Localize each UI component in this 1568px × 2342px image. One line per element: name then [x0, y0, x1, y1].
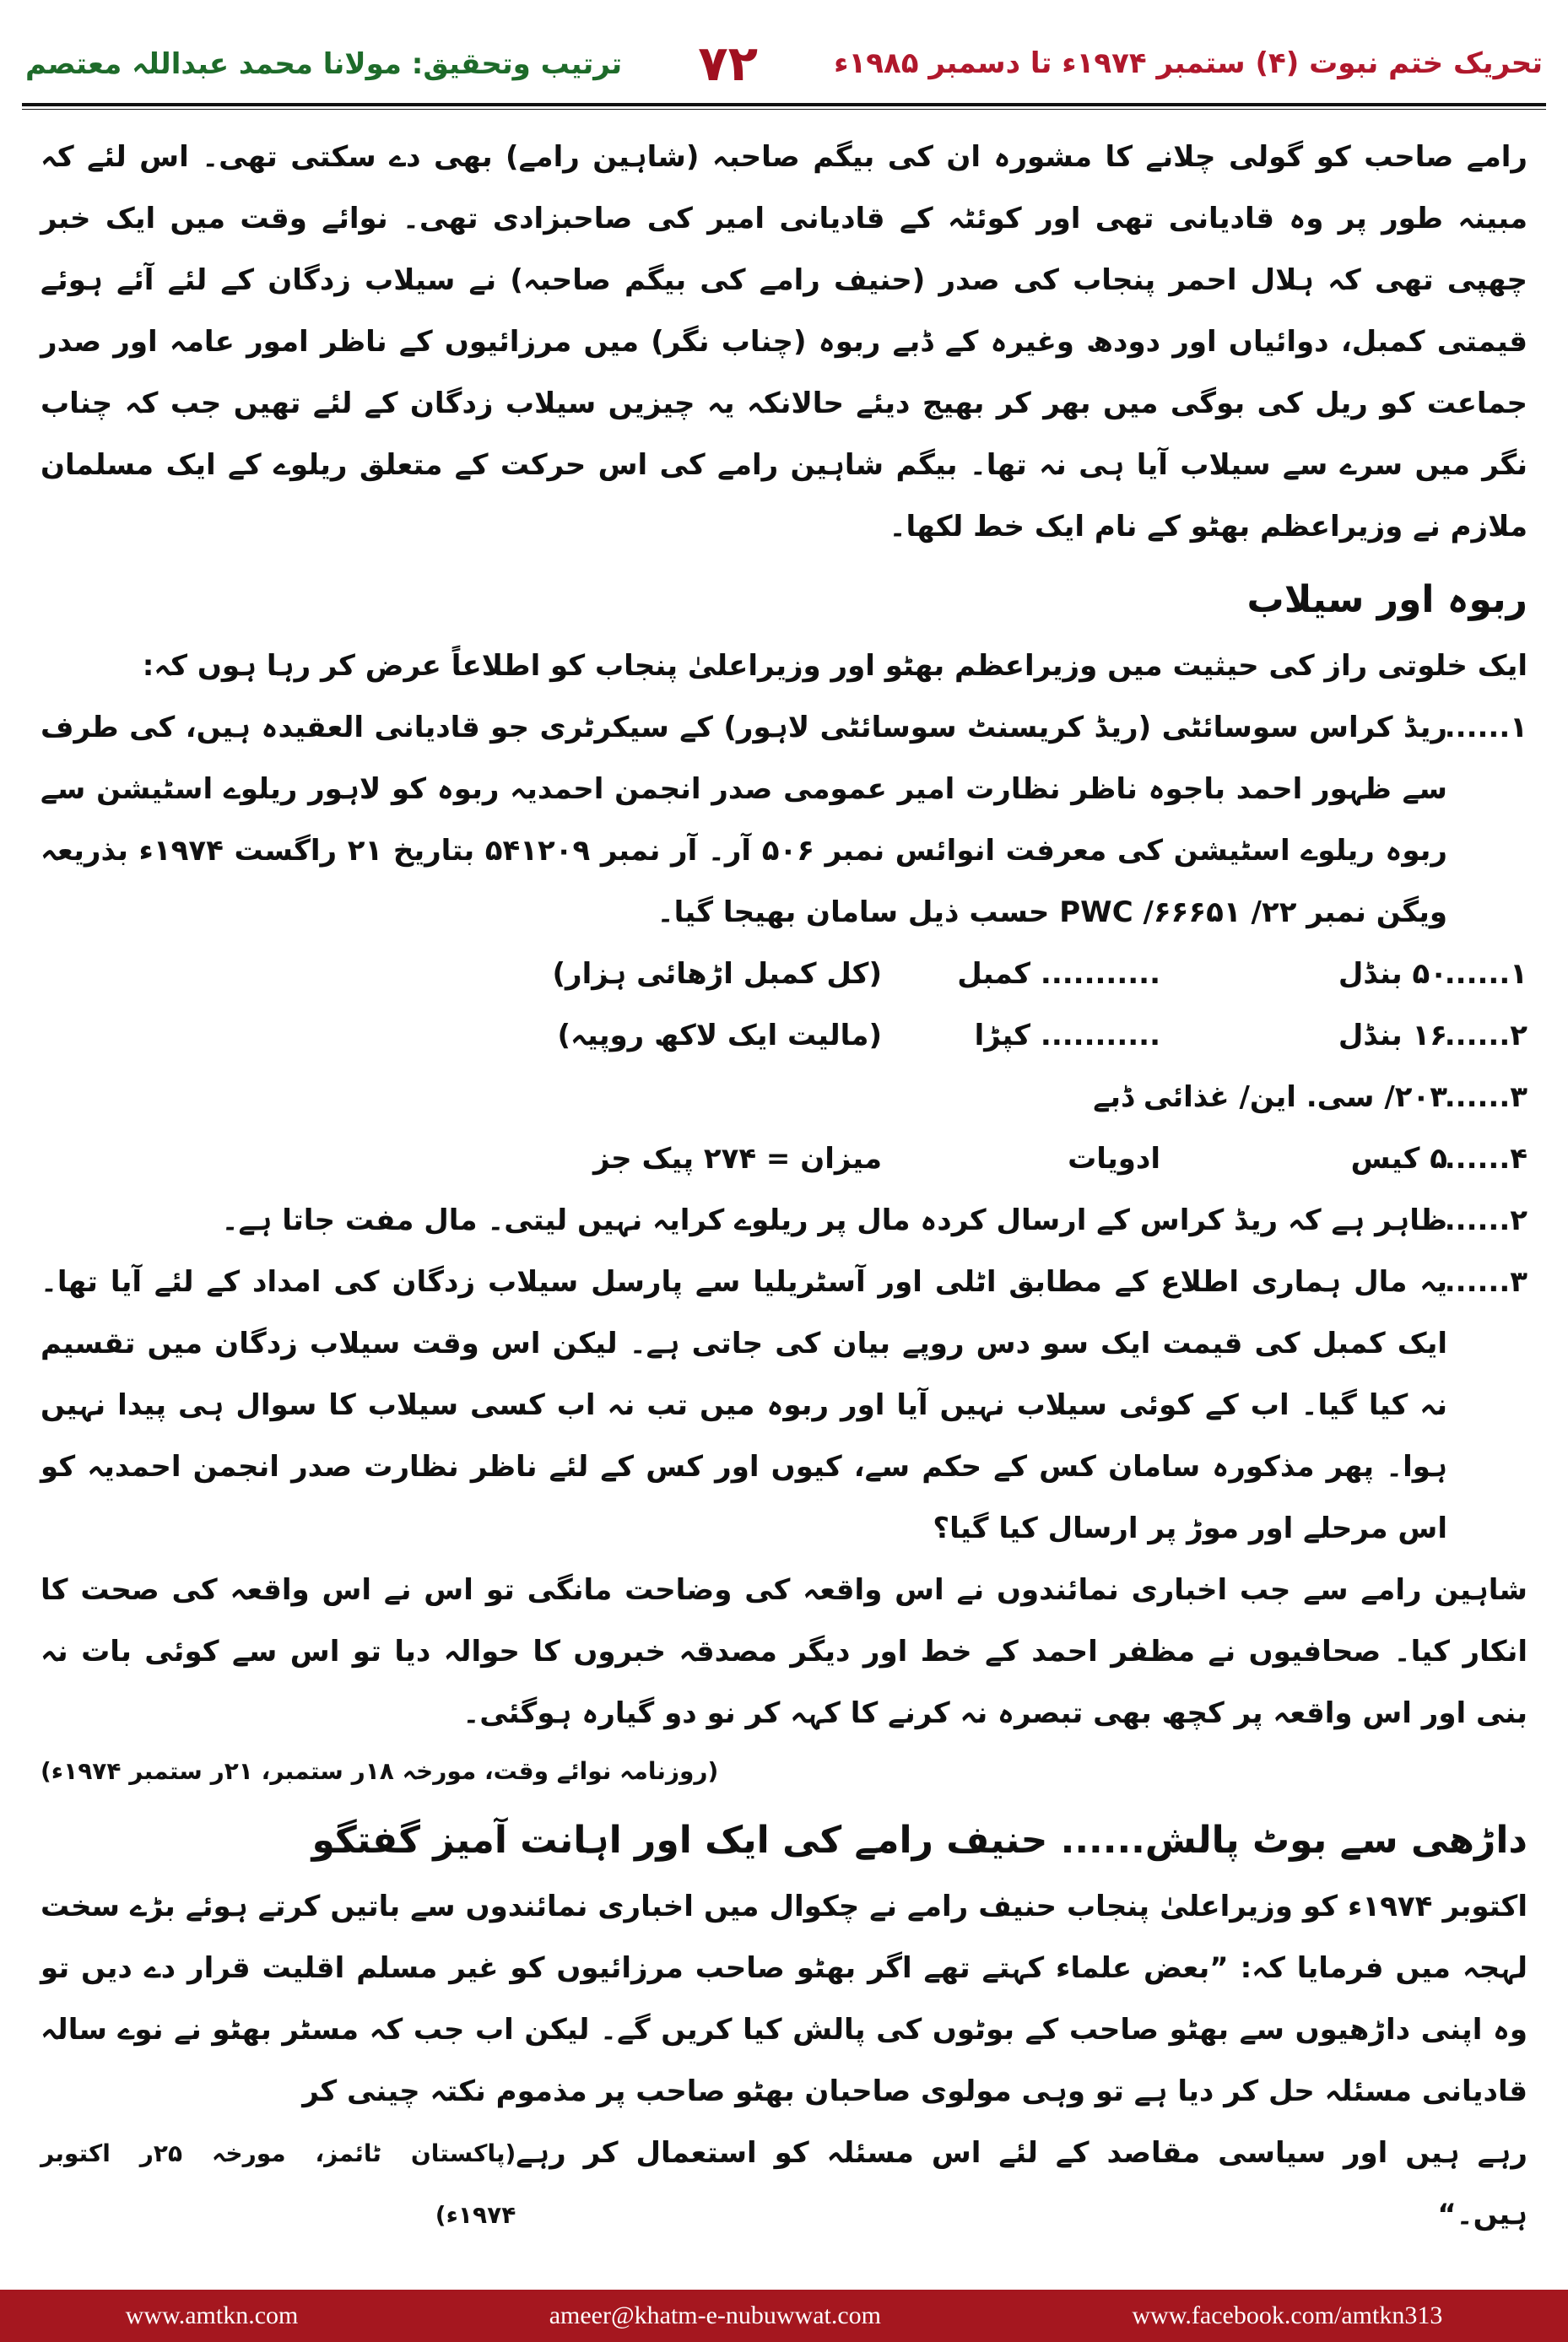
letter-item-2 [41, 1190, 1527, 1252]
goods-note: (مالیت ایک لاکھ روپیہ) [557, 1019, 882, 1052]
footer-website-link[interactable]: www.amtkn.com [125, 2301, 299, 2329]
letter-opening: ایک خلوتی راز کی حیثیت میں وزیراعظم بھٹو اور وزیراعلیٰ پنجاب کو اطلاعاً عرض کر رہا ہوں کہ: [142, 649, 1527, 683]
goods-name: ........... کپڑا [974, 1019, 1160, 1052]
goods-note: میزان = ۲۷۴ پیک جز [593, 1142, 882, 1176]
page-content [41, 127, 1527, 2231]
goods-quantity: ۵ کیس [1350, 1142, 1447, 1176]
goods-quantity: ۲۰۳/ سی. این/ غذائی ڈبے [1093, 1080, 1447, 1114]
source-citation: (پاکستان ٹائمز، مورخہ ۲۵ر اکتوبر ۱۹۷۴ء) [41, 2139, 516, 2229]
goods-row [41, 944, 1527, 1005]
item-number: ۳...... [1444, 1265, 1527, 1299]
section-heading-beard-polish: داڑھی سے بوٹ پالش...... حنیف رامے کی ایک اور اہانت آمیز گفتگو [311, 1819, 1527, 1862]
intro-paragraph: رامے صاحب کو گولی چلانے کا مشورہ ان کی بیگم صاحبہ (شاہین رامے) بھی دے سکتی تھی۔ اس لئے کہ مبینہ طور پر وہ قادیانی تھی اور کوئٹہ کے قادیانی امیر کی صاحبزادی تھی۔ نوائے وقت میں ایک خبر چھپی تھی کہ ہلال احمر پنجاب کی صدر (حنیف رامے کی بیگم صاحبہ) نے سیلاب زدگان کے لئے آئے ہوئے قیمتی کمبل، دوائیاں اور دودھ وغیرہ کے ڈبے ربوہ (چناب نگر) میں مرزائیوں کے ناظر امور عامہ اور صدر جماعت کو ریل کی بوگی میں بھر کر بھیج دیئے حالانکہ یہ چیزیں سیلاب زدگان کے لئے تھیں جب کہ چناب نگر میں سرے سے سیلاب آیا ہی نہ تھا۔ بیگم شاہین رامے کی اس حرکت کے متعلق ریلوے کے ایک مسلمان ملازم نے وزیراعظم بھٹو کے نام ایک خط لکھا۔ [41, 140, 1527, 544]
item-text: ظاہر ہے کہ ریڈ کراس کے ارسال کردہ مال پر ریلوے کرایہ نہیں لیتی۔ مال مفت جاتا ہے۔ [221, 1203, 1447, 1237]
goods-quantity: ۱۶ بنڈل [1338, 1019, 1447, 1052]
page-header [25, 25, 1543, 101]
goods-number: ۴...... [1444, 1142, 1527, 1176]
quote-last-line: رہے ہیں اور سیاسی مقاصد کے لئے اس مسئلہ کو استعمال کر رہے ہیں۔“ [516, 2136, 1527, 2231]
goods-number: ۲...... [1444, 1019, 1527, 1052]
item-text: یہ مال ہماری اطلاع کے مطابق اٹلی اور آسٹریلیا سے پارسل سیلاب زدگان کی امداد کے لئے آیا تھا۔ ایک کمبل کی قیمت ایک سو دس روپے بیان کی جاتی ہے۔ لیکن اس وقت سیلاب زدگان میں تقسیم نہ کیا گیا۔ اب کے کوئی سیلاب نہیں آیا اور ربوہ میں تب نہ اب کسی سیلاب کا سوال ہی پیدا نہیں ہوا۔ پھر مذکورہ سامان کس کے حکم سے، کیوں اور کس کے لئے ناظر نظارت صدر انجمن احمدیہ کو اس مرحلے اور موڑ پر ارسال کیا گیا؟ [41, 1265, 1447, 1545]
item-number: ۱...... [1444, 711, 1527, 744]
source-citation: (روزنامہ نوائے وقت، مورخہ ۱۸ر ستمبر، ۲۱ر ستمبر ۱۹۷۴ء) [41, 1757, 719, 1785]
goods-number: ۳...... [1444, 1080, 1527, 1114]
page-footer [0, 2290, 1568, 2342]
closing-paragraph: شاہین رامے سے جب اخباری نمائندوں نے اس واقعہ کی وضاحت مانگی تو اس نے اس واقعہ کی صحت کا انکار کیا۔ صحافیوں نے مظفر احمد کے خط اور دیگر مصدقہ خبروں کا حوالہ دیا تو اس سے کوئی بات نہ بنی اور اس واقعہ پر کچھ بھی تبصرہ نہ کرنے کا کہہ کر نو دو گیارہ ہوگئی۔ [41, 1573, 1527, 1730]
quote-ending-line [41, 2123, 1527, 2246]
header-rule [22, 103, 1546, 106]
letter-item-3 [41, 1252, 1527, 1560]
footer-email-link[interactable]: ameer@khatm-e-nubuwwat.com [549, 2301, 882, 2329]
goods-name: ادویات [1068, 1142, 1160, 1176]
goods-row [41, 1005, 1527, 1067]
goods-name: ........... کمبل [957, 957, 1160, 991]
goods-quantity: ۵۰ بنڈل [1338, 957, 1447, 991]
footer-facebook-link[interactable]: www.facebook.com/amtkn313 [1132, 2301, 1443, 2329]
goods-row [41, 1128, 1527, 1190]
header-rule-thin [22, 109, 1546, 110]
goods-note: (کل کمبل اڑھائی ہزار) [552, 957, 882, 991]
section2-body: اکتوبر ۱۹۷۴ء کو وزیراعلیٰ پنجاب حنیف رامے نے چکوال میں اخباری نمائندوں سے باتیں کرتے ہوئے بڑے سخت لہجہ میں فرمایا کہ: ”بعض علماء کہتے تھے اگر بھٹو صاحب مرزائیوں کو غیر مسلم اقلیت قرار دے دیں تو وہ اپنی داڑھیوں سے بھٹو صاحب کے بوٹوں کی پالش کیا کریں گے۔ لیکن اب جب کہ مسٹر بھٹو نے نوے سالہ قادیانی مسئلہ حل کر دیا ہے تو وہی مولوی صاحبان بھٹو صاحب پر مذموم نکتہ چینی کر [41, 1890, 1527, 2108]
section-heading-rabwah-flood: ربوہ اور سیلاب [1246, 578, 1527, 621]
item-number: ۲...... [1444, 1203, 1527, 1237]
goods-number: ۱...... [1444, 957, 1527, 991]
letter-item-1 [41, 697, 1527, 944]
page-number: ۷۲ [698, 35, 759, 92]
header-compiler: ترتیب وتحقیق: مولانا محمد عبداللہ معتصم [25, 46, 623, 81]
item-text: ریڈ کراس سوسائٹی (ریڈ کریسنٹ سوسائٹی لاہور) کے سیکرٹری جو قادیانی العقیدہ ہیں، کی طرف سے ظہور احمد باجوہ ناظر نظارت امیر عمومی صدر انجمن احمدیہ ربوہ کو لاہور ریلوے اسٹیشن سے ربوہ ریلوے اسٹیشن کی معرفت انوائس نمبر ۵۰۶ آر۔ آر نمبر ۵۴۱۲۰۹ بتاریخ ۲۱ راگست ۱۹۷۴ء بذریعہ ویگن نمبر ۲۲/ ۶۶۶۵۱/ PWC حسب ذیل سامان بھیجا گیا۔ [41, 711, 1447, 929]
header-series-title: تحریک ختم نبوت (۴) ستمبر ۱۹۷۴ء تا دسمبر ۱۹۸۵ء [834, 46, 1543, 80]
goods-row [41, 1067, 1527, 1128]
